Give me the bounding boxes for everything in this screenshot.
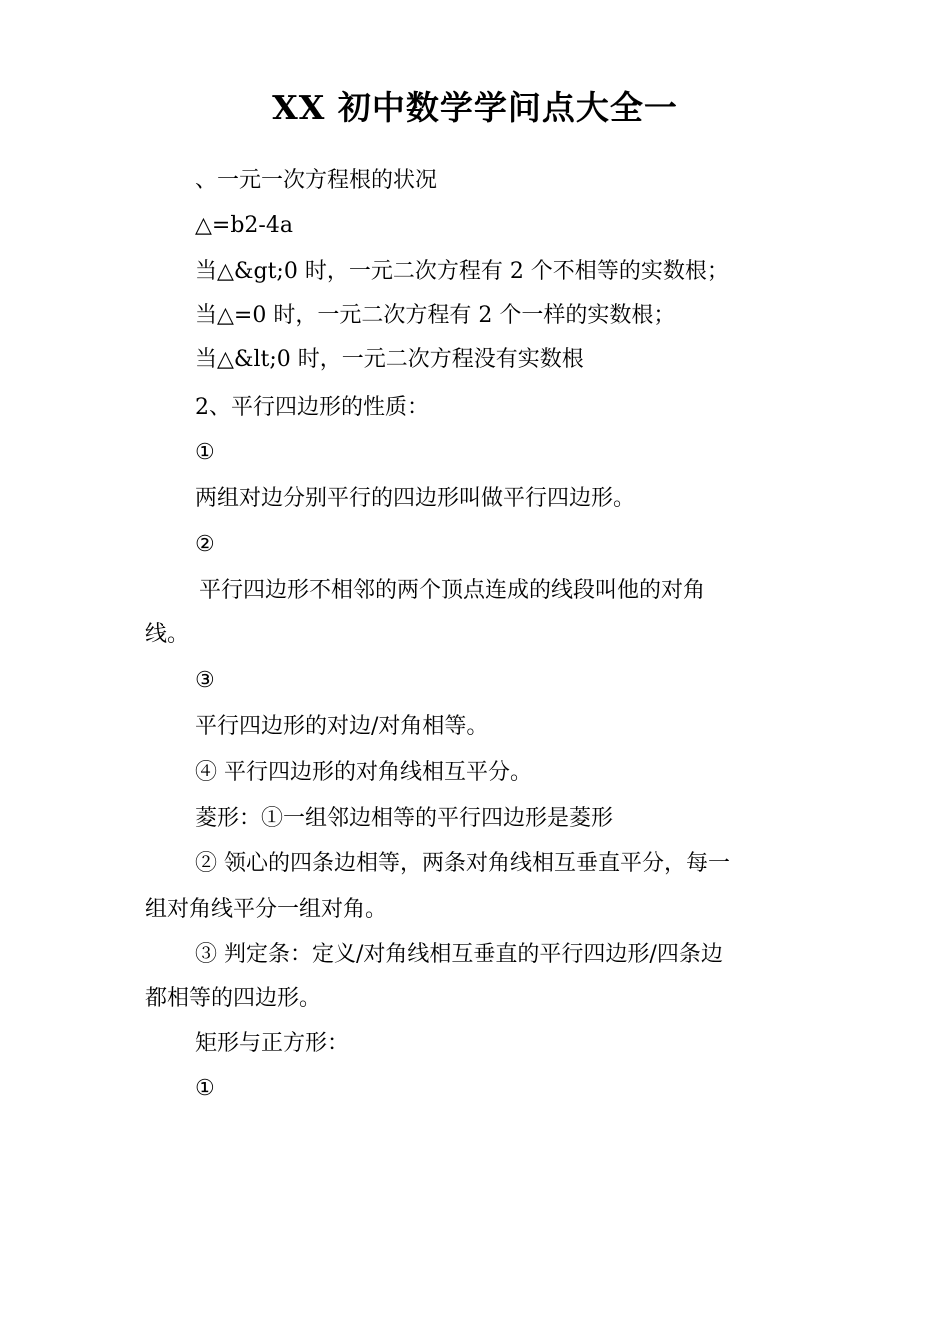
text-line: 、一元一次方程根的状况 [195, 168, 438, 193]
text-line: ③ 判定条：定义/对角线相互垂直的平行四边形/四条边 [195, 942, 723, 967]
text-line: 线。 [145, 622, 190, 647]
text-line: ② 领心的四条边相等，两条对角线相互垂直平分，每一 [195, 851, 730, 876]
text-line: ① [195, 1076, 215, 1101]
text-line: ② [195, 532, 215, 557]
text-line: 组对角线平分一组对角。 [145, 897, 388, 922]
text-line: 两组对边分别平行的四边形叫做平行四边形。 [195, 486, 636, 511]
page-title: XX 初中数学学问点大全一 [272, 88, 678, 127]
text-line: 2、平行四边形的性质： [195, 395, 429, 420]
text-line: 平行四边形不相邻的两个顶点连成的线段叫他的对角 [199, 578, 706, 603]
text-line: 当△=0 时，一元二次方程有 2 个一样的实数根； [195, 303, 676, 328]
text-line: 平行四边形的对边/对角相等。 [195, 714, 489, 739]
text-line: 都相等的四边形。 [145, 986, 322, 1011]
text-line: 当△&lt;0 时，一元二次方程没有实数根 [195, 347, 584, 372]
text-line: ① [195, 440, 215, 465]
text-line: 当△&gt;0 时，一元二次方程有 2 个不相等的实数根； [195, 259, 729, 284]
text-line: △=b2-4a [195, 213, 293, 238]
text-line: 矩形与正方形： [195, 1031, 350, 1056]
text-line: ③ [195, 668, 215, 693]
text-line: ④ 平行四边形的对角线相互平分。 [195, 760, 532, 785]
text-line: 菱形：①一组邻边相等的平行四边形是菱形 [195, 806, 614, 831]
